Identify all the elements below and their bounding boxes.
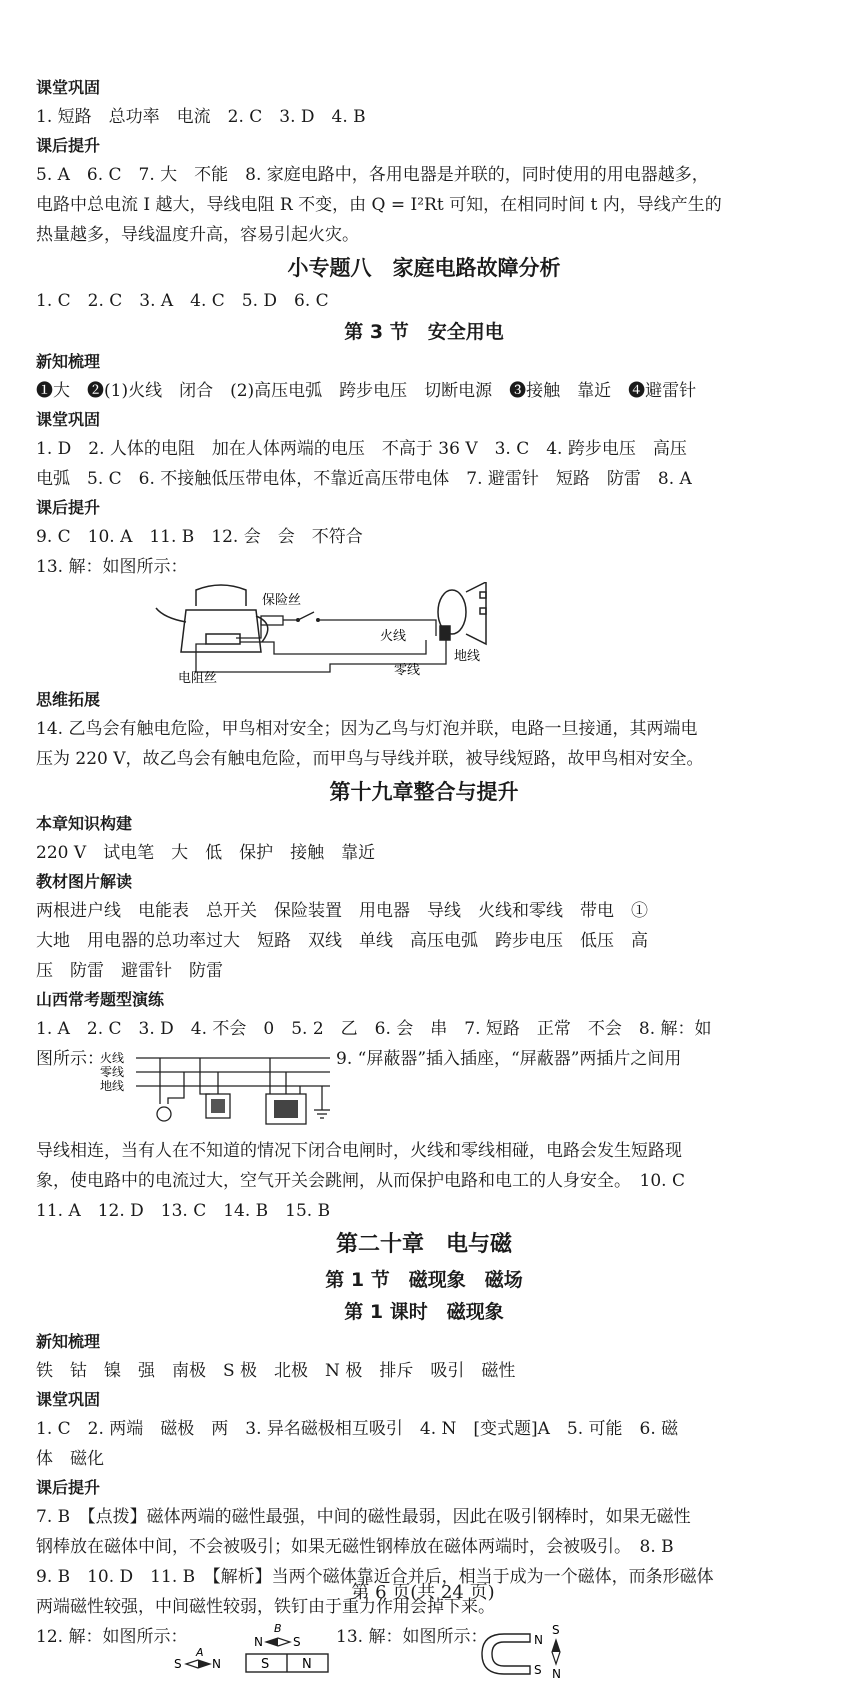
magnet-figures [36,1622,812,1682]
answer-line: 9. C 10. A 11. B 12. 会 会 不符合 [36,527,363,547]
answer-line: 导线相连，当有人在不知道的情况下闭合电闸时，火线和零线相碰，电路会发生短路现 [36,1141,682,1161]
answer-line: 1. C 2. 两端 磁极 两 3. 异名磁极相互吸引 4. N [变式题]A 5. 可能 6. 磁 [36,1419,679,1439]
answer-line: 大地 用电器的总功率过大 短路 双线 单线 高压电弧 跨步电压 低压 高 [36,931,648,951]
horseshoe-magnet-icon [482,1634,530,1674]
section-heading: 思维拓展 [36,690,101,709]
magnet-s-label: S [261,1657,270,1672]
answer-line: 电弧 5. C 6. 不接触低压带电体，不靠近高压带电体 7. 避雷针 短路 防雷 8. A [36,469,692,489]
horseshoe-magnet-figure [464,1622,604,1682]
section-heading: 新知梳理 [36,1332,101,1351]
section-title: 第 1 节 磁现象 磁场 [325,1269,523,1291]
magnet-n-label: N [302,1657,312,1672]
switch-icon [298,612,314,620]
compass-n-label: N [552,1667,561,1681]
compass-a-s: S [174,1657,182,1671]
section-heading: 课后提升 [36,498,101,517]
answer-line: 9. “屏蔽器”插入插座，“屏蔽器”两插片之间用 [336,1049,682,1069]
answer-line: 铁 钴 镍 强 南极 S 极 北极 N 极 排斥 吸引 磁性 [36,1361,516,1381]
answer-line: 13. 解：如图所示： [336,1627,488,1647]
answer-page [36,74,812,1682]
kettle-wiring-diagram [36,582,812,686]
neutral-label: 零线 [394,663,421,678]
circuit-figure-block [36,1044,812,1136]
ground-label: 地线 [454,649,481,664]
section-heading: 山西常考题型演练 [36,990,165,1009]
live-label: 火线 [100,1051,125,1065]
ground-label: 地线 [100,1079,125,1093]
live-label: 火线 [380,629,407,644]
section-heading: 课堂巩固 [36,78,101,97]
chapter-summary-title: 第十九章整合与提升 [329,780,519,804]
answer-line: 象，使电路中的电流过大，空气开关会跳闸，从而保护电路和电工的人身安全。 10. C [36,1171,685,1191]
lesson-title: 第 1 课时 磁现象 [344,1301,504,1323]
chapter-title: 第二十章 电与磁 [335,1232,512,1257]
section-heading: 课堂巩固 [36,410,101,429]
answer-line: 两端磁性较强，中间磁性较弱，铁钉由于重力作用会掉下来。 [36,1597,495,1617]
answer-line: 5. A 6. C 7. 大 不能 8. 家庭电路中，各用电器是并联的，同时使用的用电器越多， [36,165,709,185]
section-heading: 课堂巩固 [36,1390,101,1409]
section-heading: 新知梳理 [36,352,101,371]
section-heading: 课后提升 [36,136,101,155]
resistor-label: 电阻丝 [178,671,218,686]
answer-line: 12. 解：如图所示： [36,1627,188,1647]
answer-line: 压 防雷 避雷针 防雷 [36,961,223,981]
magnet-n-label: N [534,1633,543,1647]
fuse-label: 保险丝 [262,593,302,608]
answer-line: 电路中总电流 I 越大，导线电阻 R 不变，由 Q = I²Rt 可知，在相同时间 t 内，导线产生的 [36,195,722,215]
compass-b-s: S [293,1635,301,1649]
answer-line: 1. 短路 总功率 电流 2. C 3. D 4. B [36,107,366,127]
live-wire [320,620,436,636]
three-wire-circuit [100,1050,400,1142]
answer-line: ❶大 ❷(1)火线 闭合 (2)高压电弧 跨步电压 切断电源 ❸接触 靠近 ❹避雷针 [36,381,697,401]
compass-s-label: S [552,1623,560,1637]
lamp-icon [157,1107,171,1121]
answer-line: 13. 解：如图所示： [36,557,188,577]
answer-line: 14. 乙鸟会有触电危险，甲鸟相对安全；因为乙鸟与灯泡并联，电路一旦接通，其两端电 [36,719,698,739]
section-heading: 本章知识构建 [36,814,133,833]
answer-line: 钢棒放在磁体中间，不会被吸引；如果无磁性钢棒放在磁体两端时，会被吸引。 8. B [36,1537,674,1557]
section-heading: 课后提升 [36,1478,101,1497]
answer-line: 图所示： [36,1049,104,1069]
compass-b-n: N [254,1635,263,1649]
section-heading: 教材图片解读 [36,872,133,891]
answer-line: 9. B 10. D 11. B 【解析】当两个磁体靠近合并后，相当于成为一个磁体，而条形磁体 [36,1567,714,1587]
answer-line: 热量越多，导线温度升高，容易引起火灾。 [36,225,359,245]
answer-line: 7. B 【点拨】磁体两端的磁性最强，中间的磁性最弱，因此在吸引钢棒时，如果无磁性 [36,1507,691,1527]
answer-line: 两根进户线 电能表 总开关 保险装置 用电器 导线 火线和零线 带电 ① [36,901,648,921]
answer-line: 1. D 2. 人体的电阻 加在人体两端的电压 不高于 36 V 3. C 4. 跨步电压 高压 [36,439,687,459]
compass-a-label: A [196,1646,204,1659]
magnet-s-label: S [534,1663,542,1677]
compass-b-label: B [274,1622,282,1635]
answer-line: 压为 220 V，故乙鸟会有触电危险，而甲鸟与导线并联，被导线短路，故甲鸟相对安全。 [36,749,704,769]
bar-magnet-figure [166,1622,466,1682]
page-footer: 第 6 页(共 24 页) [351,1582,495,1603]
compass-a-n: N [212,1657,221,1671]
answer-line: 220 V 试电笔 大 低 保护 接触 靠近 [36,843,376,863]
answer-line: 1. A 2. C 3. D 4. 不会 0 5. 2 乙 6. 会 串 7. 短路 正常 不会 8. 解：如 [36,1019,712,1039]
plug-socket-icon [438,582,486,644]
neutral-label: 零线 [100,1065,125,1079]
section-title: 第 3 节 安全用电 [344,321,504,343]
topic-title: 小专题八 家庭电路故障分析 [287,256,561,280]
answer-line: 1. C 2. C 3. A 4. C 5. D 6. C [36,291,329,311]
kettle-wiring-figure [36,582,812,686]
answer-line: 11. A 12. D 13. C 14. B 15. B [36,1201,331,1221]
answer-line: 体 磁化 [36,1449,104,1469]
